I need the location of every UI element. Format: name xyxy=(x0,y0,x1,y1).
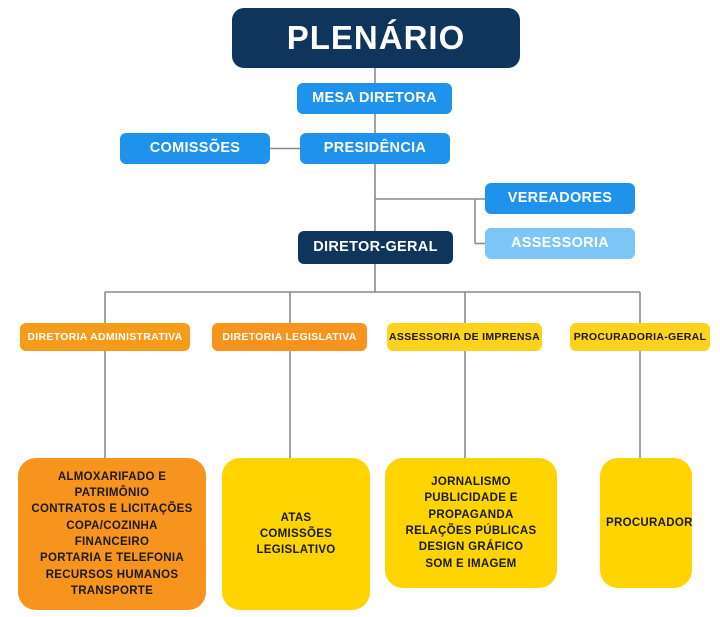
leaf-imprensa-items[interactable] xyxy=(385,458,557,588)
node-assessoria-de-imprensa-label: ASSESSORIA DE IMPRENSA xyxy=(389,330,540,343)
leaf-procuradoria-list: PROCURADOR xyxy=(606,516,693,529)
leaf-legislativa-list: ATAS COMISSÕES LEGISLATIVO xyxy=(256,511,336,557)
node-diretor-geral-label: DIRETOR-GERAL xyxy=(313,239,438,256)
node-comissoes-label: COMISSÕES xyxy=(149,140,241,157)
node-presidencia-label: PRESIDÊNCIA xyxy=(323,140,427,157)
node-comissoes[interactable] xyxy=(120,133,270,164)
leaf-administrativa-list: ALMOXARIFADO E PATRIMÔNIO CONTRATOS E LICITAÇÕES COPA/COZINHA FINANCEIRO PORTARIA E TELEFONIA RECURSOS HUMANOS TRANSPORTE xyxy=(31,470,193,597)
node-assessoria[interactable] xyxy=(485,228,635,259)
node-procuradoria-geral[interactable] xyxy=(570,323,710,351)
node-vereadores-label: VEREADORES xyxy=(507,190,613,207)
node-diretoria-legislativa[interactable] xyxy=(212,323,367,351)
node-mesa-diretora-label: MESA DIRETORA xyxy=(312,90,437,107)
node-assessoria-de-imprensa[interactable] xyxy=(387,323,542,351)
node-assessoria-label: ASSESSORIA xyxy=(510,235,610,252)
node-diretor-geral[interactable] xyxy=(298,231,453,264)
leaf-procuradoria-items[interactable] xyxy=(600,458,692,588)
node-presidencia[interactable] xyxy=(300,133,450,164)
node-vereadores[interactable] xyxy=(485,183,635,214)
node-plenario-label: PLENÁRIO xyxy=(286,18,466,56)
leaf-imprensa-list: JORNALISMO PUBLICIDADE E PROPAGANDA RELAÇÕES PÚBLICAS DESIGN GRÁFICO SOM E IMAGEM xyxy=(405,476,537,570)
node-procuradoria-geral-label: PROCURADORIA-GERAL xyxy=(573,330,707,343)
node-mesa-diretora[interactable] xyxy=(297,83,452,114)
leaf-administrativa-items[interactable] xyxy=(18,458,206,610)
leaf-legislativa-items[interactable] xyxy=(222,458,370,610)
node-plenario[interactable] xyxy=(232,8,520,68)
node-diretoria-administrativa[interactable] xyxy=(20,323,190,351)
node-diretoria-legislativa-label: DIRETORIA LEGISLATIVA xyxy=(222,330,357,343)
node-diretoria-administrativa-label: DIRETORIA ADMINISTRATIVA xyxy=(27,330,183,343)
